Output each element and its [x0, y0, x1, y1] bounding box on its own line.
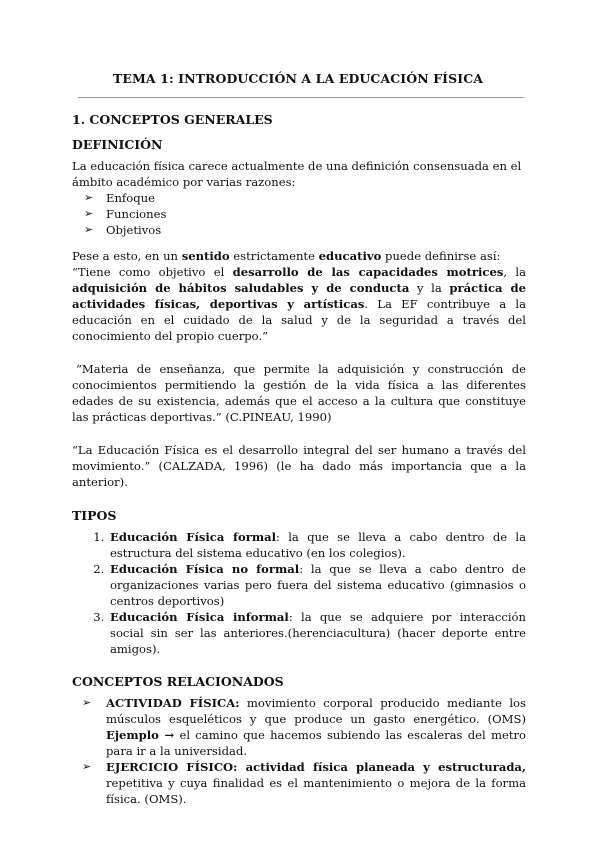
quote-2: “Materia de enseñanza, que permite la adquisición y construcción de conocimientos permitiendo la gestión de la vida física a las diferentes edades de su existencia, además que el acceso a la cultura que constituye las prácticas deportivas.” (C.PINEAU, 1990): [72, 362, 526, 424]
list-item: [82, 759, 526, 807]
text-run: repetitiva y cuya finalidad es el mantenimiento o mejora de la forma física. (OMS).: [106, 776, 526, 806]
text-run: : la que se adquiere por interacción social sin ser las anteriores.(herenciacultura) (hacer deporte entre amigos).: [110, 610, 526, 656]
list-item: [108, 529, 526, 561]
list-item: ➢ Funciones: [84, 206, 526, 222]
list-item: ➢ Enfoque: [84, 190, 526, 206]
conceptos-list: [72, 695, 526, 807]
title-divider: [78, 97, 524, 98]
section-heading: 1. CONCEPTOS GENERALES: [72, 112, 273, 127]
bold-run: Educación Física no formal: [110, 562, 300, 576]
text-run: y la: [409, 281, 450, 295]
text-run: puede definirse así:: [381, 249, 501, 263]
definicion-heading: DEFINICIÓN: [72, 137, 163, 152]
list-item: [108, 609, 526, 657]
text-run: , la: [503, 265, 527, 279]
quote-1: [72, 264, 526, 344]
list-item: [108, 561, 526, 609]
quote-3: “La Educación Física es el desarrollo integral del ser humano a través del movimiento.” (CALZADA, 1996) (le ha dado más importancia que a la anterior).: [72, 443, 526, 489]
document-title: TEMA 1: INTRODUCCIÓN A LA EDUCACIÓN FÍSICA: [112, 71, 484, 86]
text-run: estrictamente: [229, 249, 319, 263]
list-item: ➢ Objetivos: [84, 222, 526, 238]
definicion-lead: [72, 248, 526, 264]
bold-run: adquisición de hábitos saludables y de conducta: [72, 281, 410, 295]
text-run: . La EF contribuye a la educación en el cuidado de la salud y de la seguridad a través del conocimiento del propio cuerpo.”: [72, 297, 526, 343]
definicion-intro: La educación física carece actualmente de una definición consensuada en el ámbito académico por varias razones:: [72, 159, 522, 189]
list-item: [82, 695, 526, 759]
text-run: movimiento corporal producido mediante los músculos esqueléticos y que produce un gasto energético. (OMS): [106, 696, 526, 726]
text-run: “Tiene como objetivo el: [72, 265, 233, 279]
reasons-list: [72, 190, 526, 238]
bold-run: práctica de actividades físicas, deportivas y artísticas: [72, 281, 527, 311]
text-run: : la que se lleva a cabo dentro de organizaciones varias pero fuera del sistema educativo (gimnasios o centros deportivos): [110, 562, 526, 608]
bold-run: desarrollo de las capacidades motrices: [232, 265, 504, 279]
conceptos-heading: CONCEPTOS RELACIONADOS: [72, 674, 284, 689]
bold-run: Ejemplo →: [106, 728, 175, 742]
bold-run: sentido: [181, 249, 230, 263]
text-run: el camino que hacemos subiendo las escaleras del metro para ir a la universidad.: [106, 728, 526, 758]
text-run: : la que se lleva a cabo dentro de la estructura del sistema educativo (en los colegios).: [110, 530, 527, 560]
document-body: [72, 112, 526, 807]
bold-run: ACTIVIDAD FÍSICA:: [106, 696, 240, 710]
bold-run: educativo: [318, 249, 382, 263]
bold-run: Educación Física formal: [110, 530, 277, 544]
tipos-heading: TIPOS: [72, 508, 117, 523]
bold-run: Educación Física informal: [110, 610, 289, 624]
text-run: Pese a esto, en un: [72, 249, 182, 263]
bold-run: EJERCICIO FÍSICO: actividad física planeada y estructurada,: [106, 760, 526, 774]
tipos-list: [72, 529, 526, 657]
